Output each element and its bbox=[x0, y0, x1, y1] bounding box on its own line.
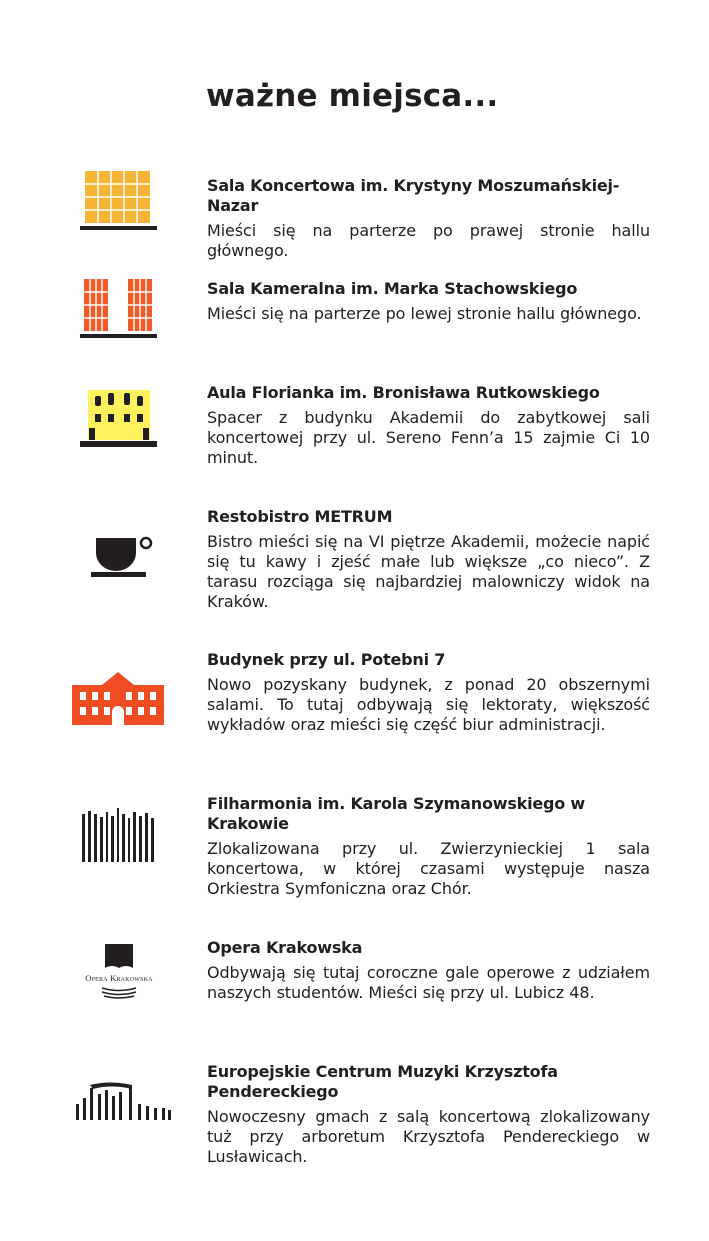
concert-hall-grid-icon bbox=[80, 171, 157, 231]
penderecki-centre-logo-icon bbox=[76, 1082, 172, 1122]
place-name: Sala Koncertowa im. Krystyny Moszumańskiej-Nazar bbox=[207, 176, 620, 215]
place-description: Nowoczesny gmach z salą koncertową zlokalizowany tuż przy arboretum Krzysztofa Pendereckiego w Lusławicach. bbox=[207, 1107, 650, 1166]
place-description: Odbywają się tutaj coroczne gale operowe z udziałem naszych studentów. Mieści się przy ul. Lubicz 48. bbox=[207, 963, 650, 1002]
place-name: Filharmonia im. Karola Szymanowskiego w Krakowie bbox=[207, 794, 586, 833]
place-name: Aula Florianka im. Bronisława Rutkowskiego bbox=[207, 383, 600, 402]
place-description: Mieści się na parterze po prawej stronie hallu głównego. bbox=[207, 221, 650, 260]
chamber-hall-icon bbox=[80, 279, 157, 339]
opera-logo-text: Opera Krakowska bbox=[85, 973, 153, 983]
place-description: Bistro mieści się na VI piętrze Akademii, możecie napić się tu kawy i zjeść małe lub większe „co nieco”. Z tarasu rozciąga się najbardziej malowniczy widok na Kraków. bbox=[207, 532, 650, 611]
place-description: Zlokalizowana przy ul. Zwierzynieckiej 1 sala koncertowa, w której czasami występuje nasza Orkiestra Symfoniczna oraz Chór. bbox=[207, 839, 650, 898]
place-name: Europejskie Centrum Muzyki Krzysztofa Pendereckiego bbox=[207, 1062, 558, 1101]
coffee-cup-icon bbox=[90, 535, 156, 579]
orange-building-icon bbox=[72, 672, 164, 726]
place-name: Opera Krakowska bbox=[207, 938, 363, 957]
opera-logo-icon bbox=[78, 942, 160, 1004]
place-name: Sala Kameralna im. Marka Stachowskiego bbox=[207, 279, 578, 298]
place-name: Budynek przy ul. Potebni 7 bbox=[207, 650, 446, 669]
yellow-building-icon bbox=[80, 388, 157, 448]
place-description: Nowo pozyskany budynek, z ponad 20 obszernymi salami. To tutaj odbywają się lektoraty, większość wykładów oraz mieści się część biur administracji. bbox=[207, 675, 650, 734]
place-description: Spacer z budynku Akademii do zabytkowej sali koncertowej przy ul. Sereno Fenn’a 15 zajmie Ci 10 minut. bbox=[207, 408, 650, 467]
place-description: Mieści się na parterze po lewej stronie hallu głównego. bbox=[207, 304, 642, 323]
philharmonic-logo-icon bbox=[82, 808, 156, 864]
page-title: ważne miejsca... bbox=[206, 78, 499, 114]
place-name: Restobistro METRUM bbox=[207, 507, 393, 526]
